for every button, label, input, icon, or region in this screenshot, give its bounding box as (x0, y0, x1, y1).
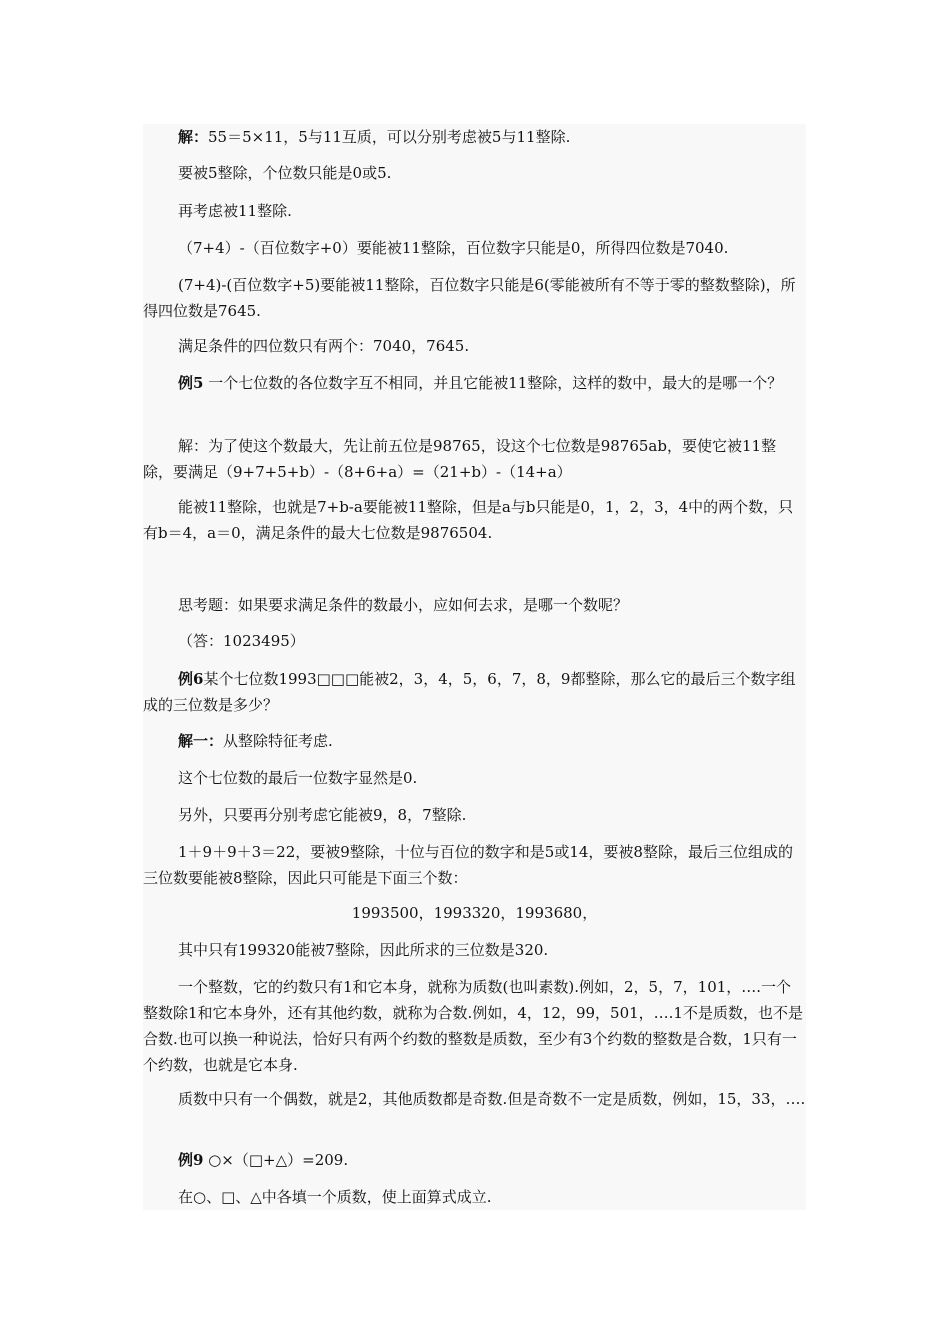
paragraph (143, 728, 806, 754)
equation: 1993500，1993320，1993680， (351, 904, 598, 922)
text: ○×（□+△）=209. (208, 1151, 349, 1169)
answer: （答：1023495） (178, 632, 305, 650)
text: 从整除特征考虑. (223, 732, 333, 750)
text: 某个七位数1993□□□能被2，3，4，5，6，7，8，9都整除，那么它的最后三个数字组成的三位数是多少？ (143, 670, 796, 714)
paragraph: 这个七位数的最后一位数字显然是0. (178, 769, 418, 787)
example-label: 例5 (178, 374, 204, 392)
paragraph: 其中只有199320能被7整除，因此所求的三位数是320. (178, 941, 549, 959)
paragraph: 满足条件的四位数只有两个：7040，7645. (178, 337, 470, 355)
paragraph: 解：为了使这个数最大，先让前五位是98765，设这个七位数是98765ab，要使它被11整除，要满足（9+7+5+b）-（8+6+a）=（21+b）-（14+a） (143, 437, 777, 481)
paragraph: 要被5整除，个位数只能是0或5. (178, 164, 392, 182)
thinking-question: 思考题：如果要求满足条件的数最小，应如何去求，是哪一个数呢？ (178, 596, 629, 614)
paragraph: 在○、□、△中各填一个质数，使上面算式成立. (178, 1188, 492, 1206)
example-label: 例6 (178, 670, 204, 688)
paragraph: 另外，只要再分别考虑它能被9，8，7整除. (178, 806, 467, 824)
solution-label: 解： (178, 128, 209, 146)
paragraph: (7+4)-(百位数字+5)要能被11整除，百位数字只能是6(零能被所有不等于零的整数整除)，所得四位数是7645. (143, 276, 796, 320)
paragraph: 质数中只有一个偶数，就是2，其他质数都是奇数.但是奇数不一定是质数，例如，15，33，…. (178, 1090, 806, 1108)
paragraph: 能被11整除，也就是7+b-a要能被11整除，但是a与b只能是0，1，2，3，4中的两个数，只有b＝4，a＝0，满足条件的最大七位数是9876504. (143, 498, 794, 542)
text: 一个七位数的各位数字互不相同，并且它能被11整除，这样的数中，最大的是哪一个？ (208, 374, 783, 392)
example-5 (143, 370, 806, 396)
paragraph: 1＋9＋9＋3＝22，要被9整除，十位与百位的数字和是5或14，要被8整除，最后三位组成的三位数要能被8整除，因此只可能是下面三个数： (143, 843, 793, 887)
example-9 (143, 1147, 806, 1173)
paragraph: （7+4）-（百位数字+0）要能被11整除，百位数字只能是0，所得四位数是7040. (178, 239, 729, 257)
paragraph (143, 124, 806, 150)
paragraph: 再考虑被11整除. (178, 202, 292, 220)
example-6 (143, 666, 806, 718)
text: 55＝5×11，5与11互质，可以分别考虑被5与11整除. (208, 128, 571, 146)
solution-label: 解一： (178, 732, 224, 750)
paragraph: 一个整数，它的约数只有1和它本身，就称为质数(也叫素数).例如，2，5，7，101，….一个整数除1和它本身外，还有其他约数，就称为合数.例如，4，12，99，501，….1不是质数，也不是合数.也可以换一种说法，恰好只有两个约数的整数是质数，至少有3个约数的整数是合数，1只有一个约数，也就是它本身. (143, 978, 803, 1074)
example-label: 例9 (178, 1151, 204, 1169)
